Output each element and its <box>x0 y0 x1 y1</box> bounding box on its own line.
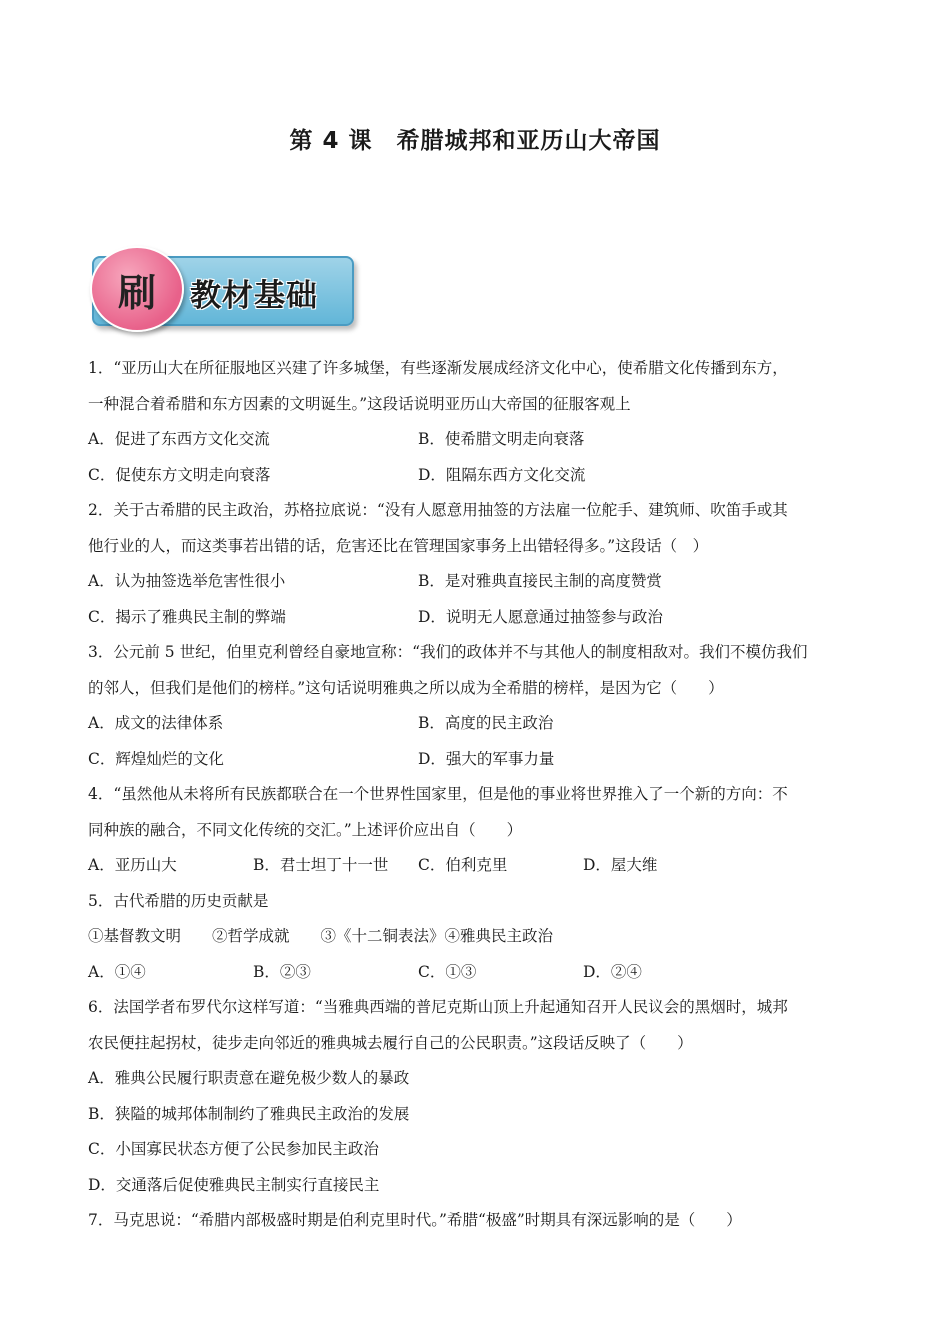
question-5-option-d[interactable]: D．②④ <box>583 962 642 981</box>
question-1-option-c[interactable]: C．促使东方文明走向衰落 <box>88 465 271 484</box>
question-2-options-row2 <box>88 600 878 636</box>
question-2-stem-line1: 2．关于古希腊的民主政治，苏格拉底说：“没有人愿意用抽签的方法雇一位舵手、建筑师、吹笛手或其 <box>88 501 788 519</box>
question-3-option-c[interactable]: C．辉煌灿烂的文化 <box>88 749 224 768</box>
question-3-option-a[interactable]: A．成文的法律体系 <box>88 714 224 732</box>
question-4-option-c[interactable]: C．伯利克里 <box>418 856 508 874</box>
question-2-option-a[interactable]: A．认为抽签选举危害性很小 <box>88 572 286 590</box>
question-5-options <box>88 955 878 991</box>
question-3-option-d[interactable]: D．强大的军事力量 <box>418 749 555 768</box>
question-5-option-a[interactable]: A．①④ <box>88 962 146 981</box>
section-banner <box>88 246 354 328</box>
question-2-options-row1 <box>88 564 878 600</box>
question-4-option-d[interactable]: D．屋大维 <box>583 856 658 874</box>
question-1-option-b[interactable]: B．使希腊文明走向衰落 <box>418 430 585 448</box>
question-6-option-c[interactable]: C．小国寡民状态方便了公民参加民主政治 <box>88 1140 379 1158</box>
question-7-stem-line1: 7．马克思说：“希腊内部极盛时期是伯利克里时代。”希腊“极盛”时期具有深远影响的是（ ） <box>88 1211 742 1229</box>
question-4-options <box>88 848 878 884</box>
question-2-option-b[interactable]: B．是对雅典直接民主制的高度赞赏 <box>418 572 662 590</box>
question-1-option-d[interactable]: D．阻隔东西方文化交流 <box>418 465 586 484</box>
banner-badge <box>90 246 184 332</box>
question-4-option-b[interactable]: B．君士坦丁十一世 <box>253 856 389 874</box>
question-2-option-d[interactable]: D．说明无人愿意通过抽签参与政治 <box>418 607 663 626</box>
question-3-options-row2 <box>88 742 878 778</box>
question-6-option-a[interactable]: A．雅典公民履行职责意在避免极少数人的暴政 <box>88 1069 410 1087</box>
question-4-stem-line1: 4．“虽然他从未将所有民族都联合在一个世界性国家里，但是他的事业将世界推入了一个新的方向：不 <box>88 785 788 803</box>
question-2-option-c[interactable]: C．揭示了雅典民主制的弊端 <box>88 607 286 626</box>
question-1-option-a[interactable]: A．促进了东西方文化交流 <box>88 430 270 448</box>
question-6-option-b[interactable]: B．狭隘的城邦体制制约了雅典民主政治的发展 <box>88 1104 410 1123</box>
question-4-option-a[interactable]: A．亚历山大 <box>88 856 177 874</box>
question-1-stem-line1: 1．“亚历山大在所征服地区兴建了许多城堡，有些逐渐发展成经济文化中心，使希腊文化传播到东方， <box>88 359 788 377</box>
question-2-stem-line2: 他行业的人，而这类事若出错的话，危害还比在管理国家事务上出错轻得多。”这段话（ ） <box>88 536 709 555</box>
question-5-stem-line2: ①基督教文明 ②哲学成就 ③《十二铜表法》④雅典民主政治 <box>88 927 554 945</box>
question-6-stem-line1: 6．法国学者布罗代尔这样写道：“当雅典西端的普尼克斯山顶上升起通知召开人民议会的黑烟时，城邦 <box>88 998 788 1016</box>
question-3-option-b[interactable]: B．高度的民主政治 <box>418 714 554 732</box>
question-list <box>88 351 878 1239</box>
page-title: 第 4 课 希腊城邦和亚历山大帝国 <box>289 128 661 154</box>
banner-badge-char: 刷 <box>117 270 156 315</box>
question-1-options-row1 <box>88 422 878 458</box>
question-5-option-c[interactable]: C．①③ <box>418 962 477 981</box>
question-5-stem-line1: 5．古代希腊的历史贡献是 <box>88 891 269 910</box>
question-1-options-row2 <box>88 458 878 494</box>
question-3-stem-line1: 3．公元前 5 世纪，伯里克利曾经自豪地宣称：“我们的政体并不与其他人的制度相敌对。我们不模仿我们 <box>88 643 808 661</box>
question-3-stem-line2: 的邻人，但我们是他们的榜样。”这句话说明雅典之所以成为全希腊的榜样，是因为它（ ） <box>88 678 724 697</box>
question-4-stem-line2: 同种族的融合，不同文化传统的交汇。”上述评价应出自（ ） <box>88 820 523 839</box>
question-5-option-b[interactable]: B．②③ <box>253 962 311 981</box>
question-1-stem-line2: 一种混合着希腊和东方因素的文明诞生。”这段话说明亚历山大帝国的征服客观上 <box>88 394 631 413</box>
question-3-options-row1 <box>88 706 878 742</box>
question-6-option-d[interactable]: D．交通落后促使雅典民主制实行直接民主 <box>88 1175 380 1194</box>
question-6-stem-line2: 农民便拄起拐杖，徒步走向邻近的雅典城去履行自己的公民职责。”这段话反映了（ ） <box>88 1033 693 1052</box>
banner-label: 教材基础 <box>190 278 318 314</box>
